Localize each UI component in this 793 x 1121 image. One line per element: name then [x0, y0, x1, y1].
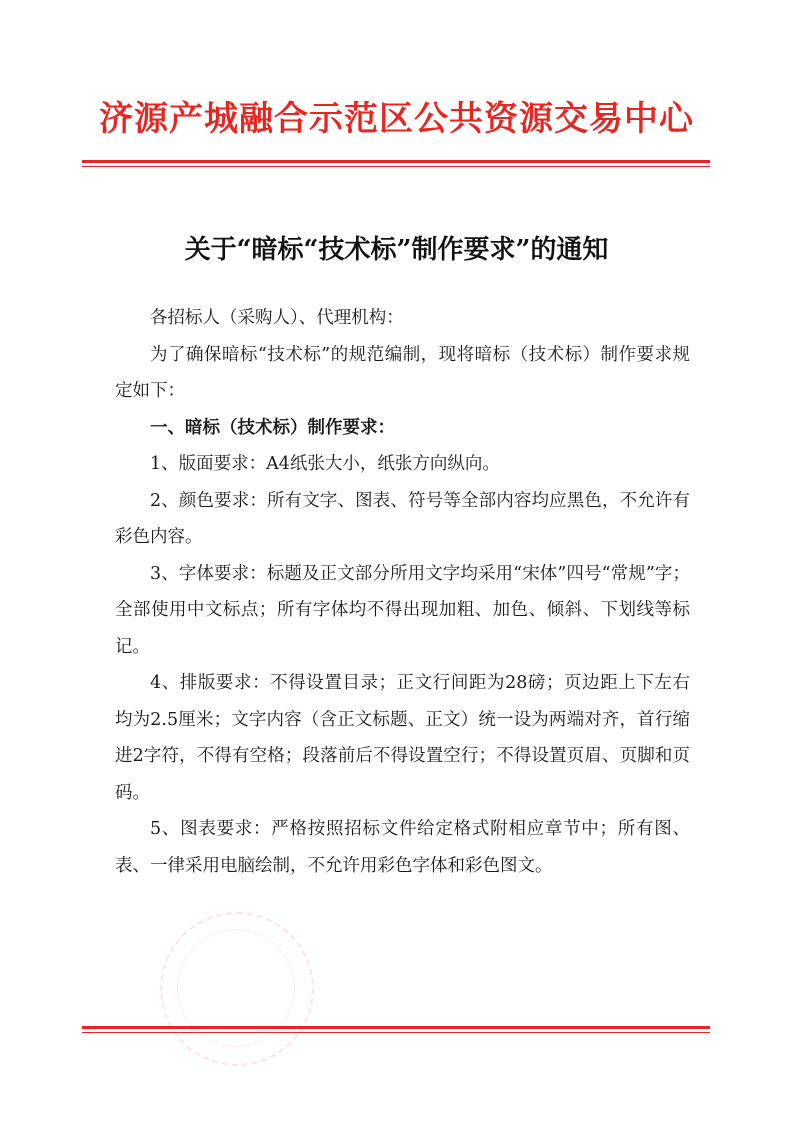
- header-divider: [82, 160, 710, 167]
- section-heading: 一、暗标（技术标）制作要求：: [150, 417, 395, 438]
- notice-title: 关于“暗标“技术标”制作要求”的通知: [184, 235, 609, 265]
- notice-body: [115, 300, 690, 884]
- requirement-item: 4、排版要求：不得设置目录；正文行间距为28磅；页边距上下左右均为2.5厘米；文字内容（含正文标题、正文）统一设为两端对齐，首行缩进2字符，不得有空格；段落前后不得设置空行；不得设置页眉、页脚和页码。: [115, 673, 690, 803]
- footer-divider: [82, 1026, 710, 1033]
- footer-divider-thick-line: [82, 1026, 710, 1029]
- requirement-item: 2、颜色要求：所有文字、图表、符号等全部内容均应黑色，不允许有彩色内容。: [115, 490, 690, 547]
- intro-paragraph: 为了确保暗标“技术标”的规范编制，现将暗标（技术标）制作要求规定如下：: [115, 344, 690, 401]
- header-divider-thin-line: [82, 166, 710, 167]
- requirement-item: 3、字体要求：标题及正文部分所用文字均采用“宋体”四号“常规”字；全部使用中文标点；所有字体均不得出现加粗、加色、倾斜、下划线等标记。: [115, 563, 690, 657]
- organization-header: 济源产城融合示范区公共资源交易中心: [99, 99, 694, 139]
- salutation: 各招标人（采购人）、代理机构：: [150, 308, 404, 328]
- header-divider-thick-line: [82, 160, 710, 163]
- footer-divider-thin-line: [82, 1032, 710, 1033]
- requirement-item: 1、版面要求：A4纸张大小，纸张方向纵向。: [150, 454, 500, 474]
- requirement-item: 5、图表要求：严格按照招标文件给定格式附相应章节中；所有图、表、一律采用电脑绘制，不允许用彩色字体和彩色图文。: [115, 819, 690, 876]
- faded-seal-stamp: [160, 912, 314, 1066]
